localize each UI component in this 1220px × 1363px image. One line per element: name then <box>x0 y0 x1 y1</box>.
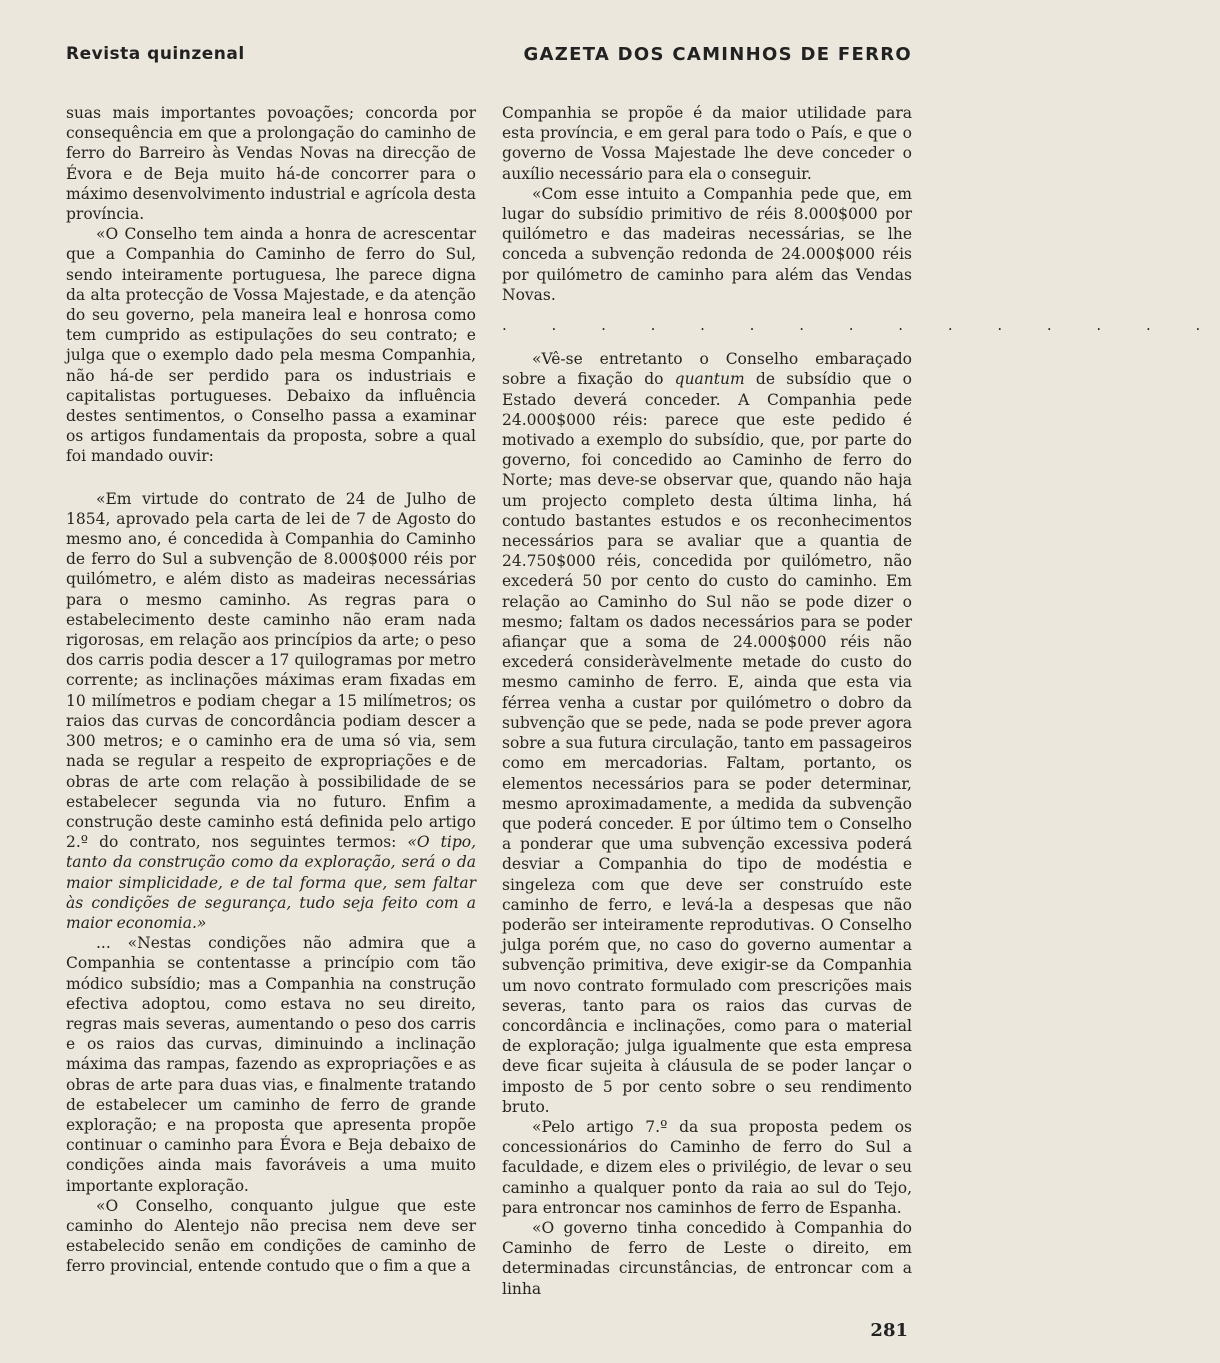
right-column <box>502 103 1220 1299</box>
paragraph: «Vê-se entretanto o Conselho embaraçado sobre a fixação do quantum de subsídio que o Estado deverá conceder. A Companhia pede 24.000$000 réis: parece que este pedido é motivado a exemplo do subsídio, que, por parte do governo, foi concedido ao Caminho de ferro do Norte; mas deve-se observar que, quando não haja um projecto completo desta última linha, há contudo bastantes estudos e os reconhecimentos necessários para se avaliar que a quantia de 24.750$000 réis, concedida por quilómetro, não excederá 50 por cento do custo do caminho. Em relação ao Caminho do Sul não se pode dizer o mesmo; faltam os dados necessários para se poder afiançar que a soma de 24.000$000 réis não excederá consideràvelmente metade do custo do mesmo caminho de ferro. E, ainda que esta via férrea venha a custar por quilómetro o dobro da subvenção que se pede, nada se pode prever agora sobre a sua futura circulação, tanto em passageiros como em mercadorias. Faltam, portanto, os elementos necessários para se poder determinar, mesmo aproximadamente, a medida da subvenção que poderá conceder. E por último tem o Conselho a ponderar que uma subvenção excessiva poderá desviar a Companhia do tipo de modéstia e singeleza com que deve ser construído este caminho de ferro, e levá-la a despesas que não poderão ser inteiramente reprodutivas. O Conselho julga porém que, no caso do governo aumentar a subvenção primitiva, deve exigir-se da Companhia um novo contrato formulado com prescrições mais severas, tanto para os raios das curvas de concordância e inclinações, como para o material de exploração; julga igualmente que esta empresa deve ficar sujeita à cláusula de se poder lançar o imposto de 5 por cento sobre o seu rendimento bruto. <box>502 350 912 1116</box>
paragraph <box>66 489 476 933</box>
paragraph: suas mais importantes povoações; concorda por consequência em que a prolongação do caminho de ferro do Barreiro às Vendas Novas na direcção de Évora e de Beja muito há-de concorrer para o máximo desenvolvimento industrial e agrícola desta província. <box>66 104 476 224</box>
running-head <box>66 44 912 70</box>
paragraph: «Pelo artigo 7.º da sua proposta pedem os concessionários do Caminho de ferro do Sul a faculdade, e dizem eles o privilégio, de levar o seu caminho a qualquer ponto da raia ao sul do Tejo, para entroncar nos caminhos de ferro de Espanha. <box>502 1117 912 1217</box>
page-number: 281 <box>870 1320 908 1341</box>
paragraph: «O Conselho, conquanto julgue que este caminho do Alentejo não precisa nem deve ser estabelecido senão em condições de caminho de ferro provincial, entende contudo que o fim a que a <box>66 1196 476 1276</box>
quoted-contract-clause: «O tipo, tanto da construção como da exploração, será o da maior simplicidade, e de tal forma que, sem faltar às condições de segurança, tudo seja feito com a maior economia.» <box>66 833 476 932</box>
paragraph: Companhia se propõe é da maior utilidade para esta província, e em geral para todo o País, e que o governo de Vossa Majestade lhe deve conceder o auxílio necessário para ela o conseguir. <box>502 104 912 183</box>
paragraph-gap <box>66 467 476 489</box>
left-column <box>66 103 476 1277</box>
paragraph-text: «Em virtude do contrato de 24 de Julho de 1854, aprovado pela carta de lei de 7 de Agosto do mesmo ano, é concedida à Companhia do Caminho de ferro do Sul a subvenção de 8.000$000 réis por quilómetro, e além disto as madeiras necessárias para o mesmo caminho. As regras para o estabelecimento deste caminho não eram nada rigorosas, em relação aos princípios da arte; o peso dos carris podia descer a 17 quilogramas por metro corrente; as inclinações máximas eram fixadas em 10 milímetros e podiam chegar a 15 milímetros; os raios das curvas de concordância podiam descer a 300 metros; e o caminho era de uma só via, sem nada se regular a respeito de expropriações e de obras de arte com relação à possibilidade de se estabelecer segunda via no futuro. Enfim a construção deste caminho está definida pelo artigo 2.º do contrato, nos seguintes termos: <box>66 489 476 852</box>
journal-title: GAZETA DOS CAMINHOS DE FERRO <box>523 44 912 65</box>
italic-term: quantum <box>674 370 745 389</box>
ellipsis-divider: . . . . . . . . . . . . . . . <box>502 316 1220 335</box>
paragraph: ... «Nestas condições não admira que a Companhia se contentasse a princípio com tão módico subsídio; mas a Companhia na construção efectiva adoptou, como estava no seu direito, regras mais severas, aumentando o peso dos carris e os raios das curvas, diminuindo a inclinação máxima das rampas, fazendo as expropriações e as obras de arte para duas vias, e finalmente tratando de estabelecer um caminho de ferro de grande exploração; e na proposta que apresenta propõe continuar o caminho para Évora e Beja debaixo de condições ainda mais favoráveis a uma muito importante exploração. <box>66 934 476 1195</box>
journal-subtitle: Revista quinzenal <box>66 44 245 64</box>
paragraph: «O Conselho tem ainda a honra de acrescentar que a Companhia do Caminho de ferro do Sul, sendo inteiramente portuguesa, lhe parece digna da alta protecção de Vossa Majestade, e da atenção do seu governo, pela maneira leal e honrosa como tem cumprido as estipulações do seu contrato; e julga que o exemplo dado pela mesma Companhia, não há-de ser perdido para os industriais e capitalistas portugueses. Debaixo da influência destes sentimentos, o Conselho passa a examinar os artigos fundamentais da proposta, sobre a qual foi mandado ouvir: <box>66 225 476 466</box>
paragraph: «Com esse intuito a Companhia pede que, em lugar do subsídio primitivo de réis 8.000$000 por quilómetro e das madeiras necessárias, se lhe conceda a subvenção redonda de 24.000$000 réis por quilómetro de caminho para além das Vendas Novas. <box>502 184 912 304</box>
paragraph: «O governo tinha concedido à Companhia do Caminho de ferro de Leste o direito, em determinadas circunstâncias, de entroncar com a linha <box>502 1218 912 1298</box>
